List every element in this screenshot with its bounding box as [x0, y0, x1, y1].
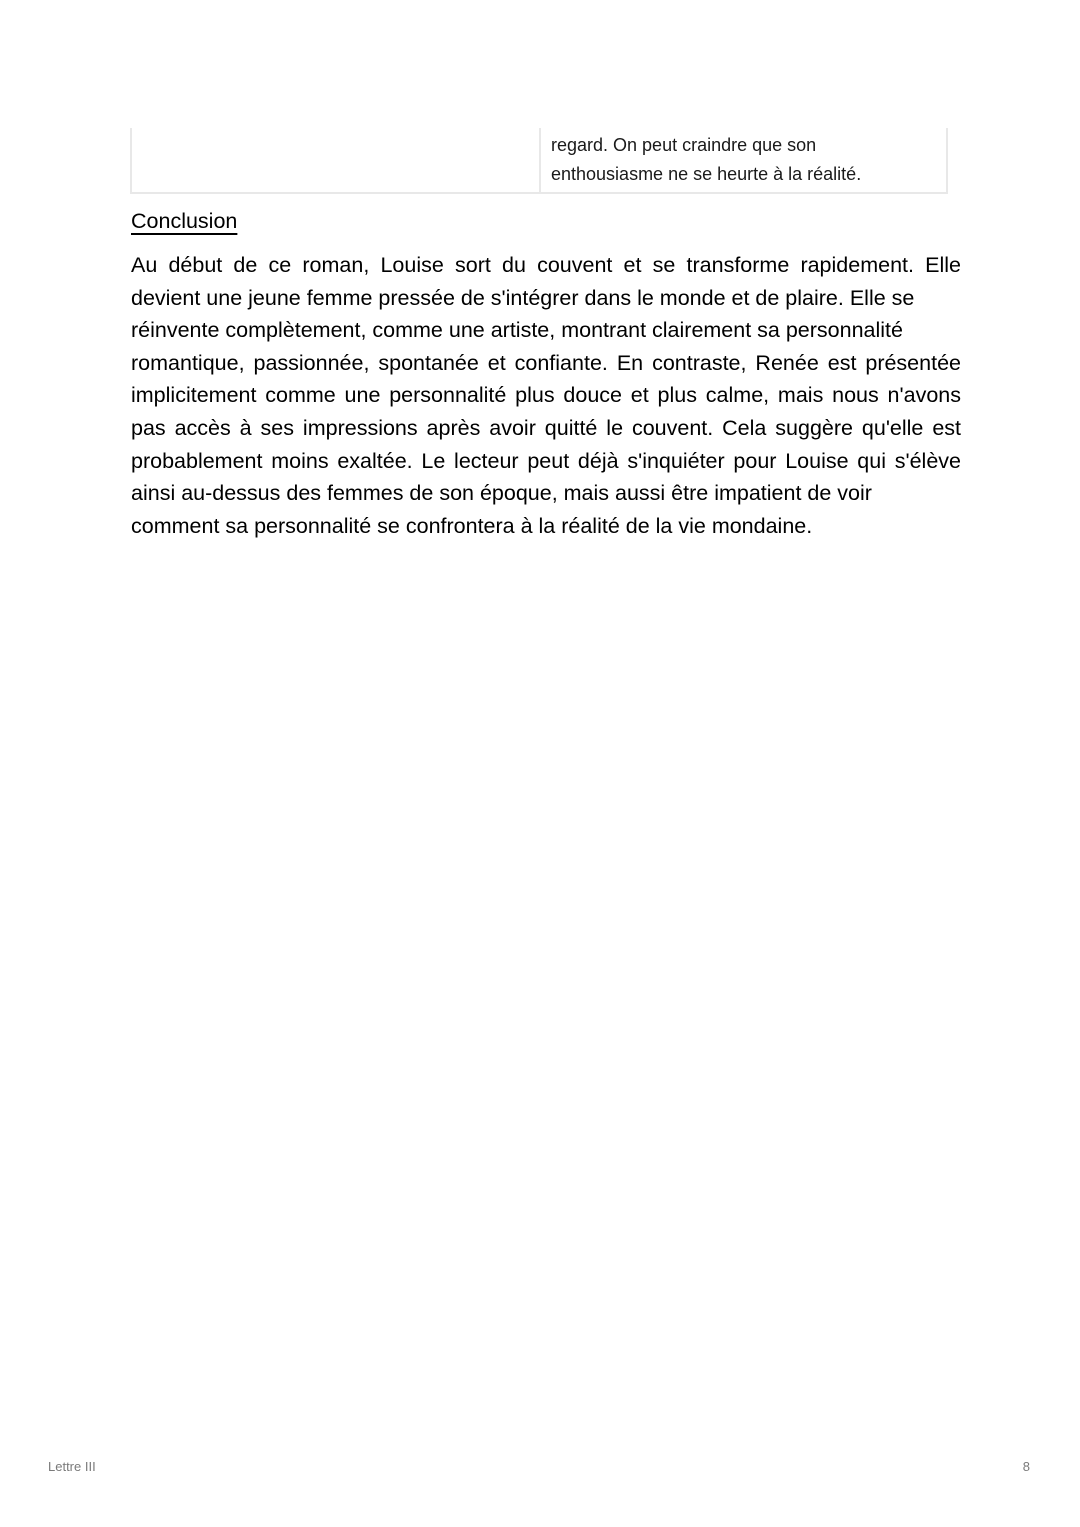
paragraph-line: romantique, passionnée, spontanée et confiante. En contraste, Renée est présentée [131, 350, 961, 375]
table-fragment [130, 128, 948, 194]
paragraph-line: réinvente complètement, comme une artiste, montrant clairement sa personnalité [131, 318, 903, 343]
paragraph-line: devient une jeune femme pressée de s'intégrer dans le monde et de plaire. Elle se [131, 285, 915, 310]
conclusion-heading: Conclusion [131, 209, 238, 233]
table-cell-line: regard. On peut craindre que son [551, 135, 817, 155]
paragraph-line: probablement moins exaltée. Le lecteur peut déjà s'inquiéter pour Louise qui s'élève [131, 448, 961, 473]
table-cell-line: enthousiasme ne se heurte à la réalité. [551, 163, 862, 184]
conclusion-paragraph [131, 249, 961, 542]
paragraph-line: Au début de ce roman, Louise sort du couvent et se transforme rapidement. Elle [131, 253, 961, 277]
paragraph-line: comment sa personnalité se confrontera à la réalité de la vie mondaine. [131, 513, 813, 538]
table-cell-right [541, 128, 946, 192]
footer-page-number: 8 [1022, 1459, 1030, 1474]
paragraph-line: pas accès à ses impressions après avoir quitté le couvent. Cela suggère qu'elle est [131, 415, 961, 440]
table-cell-left [132, 128, 541, 192]
footer-document-label: Lettre III [48, 1459, 96, 1474]
paragraph-line: ainsi au-dessus des femmes de son époque, mais aussi être impatient de voir [131, 481, 872, 506]
paragraph-line: implicitement comme une personnalité plus douce et plus calme, mais nous n'avons [131, 383, 961, 408]
